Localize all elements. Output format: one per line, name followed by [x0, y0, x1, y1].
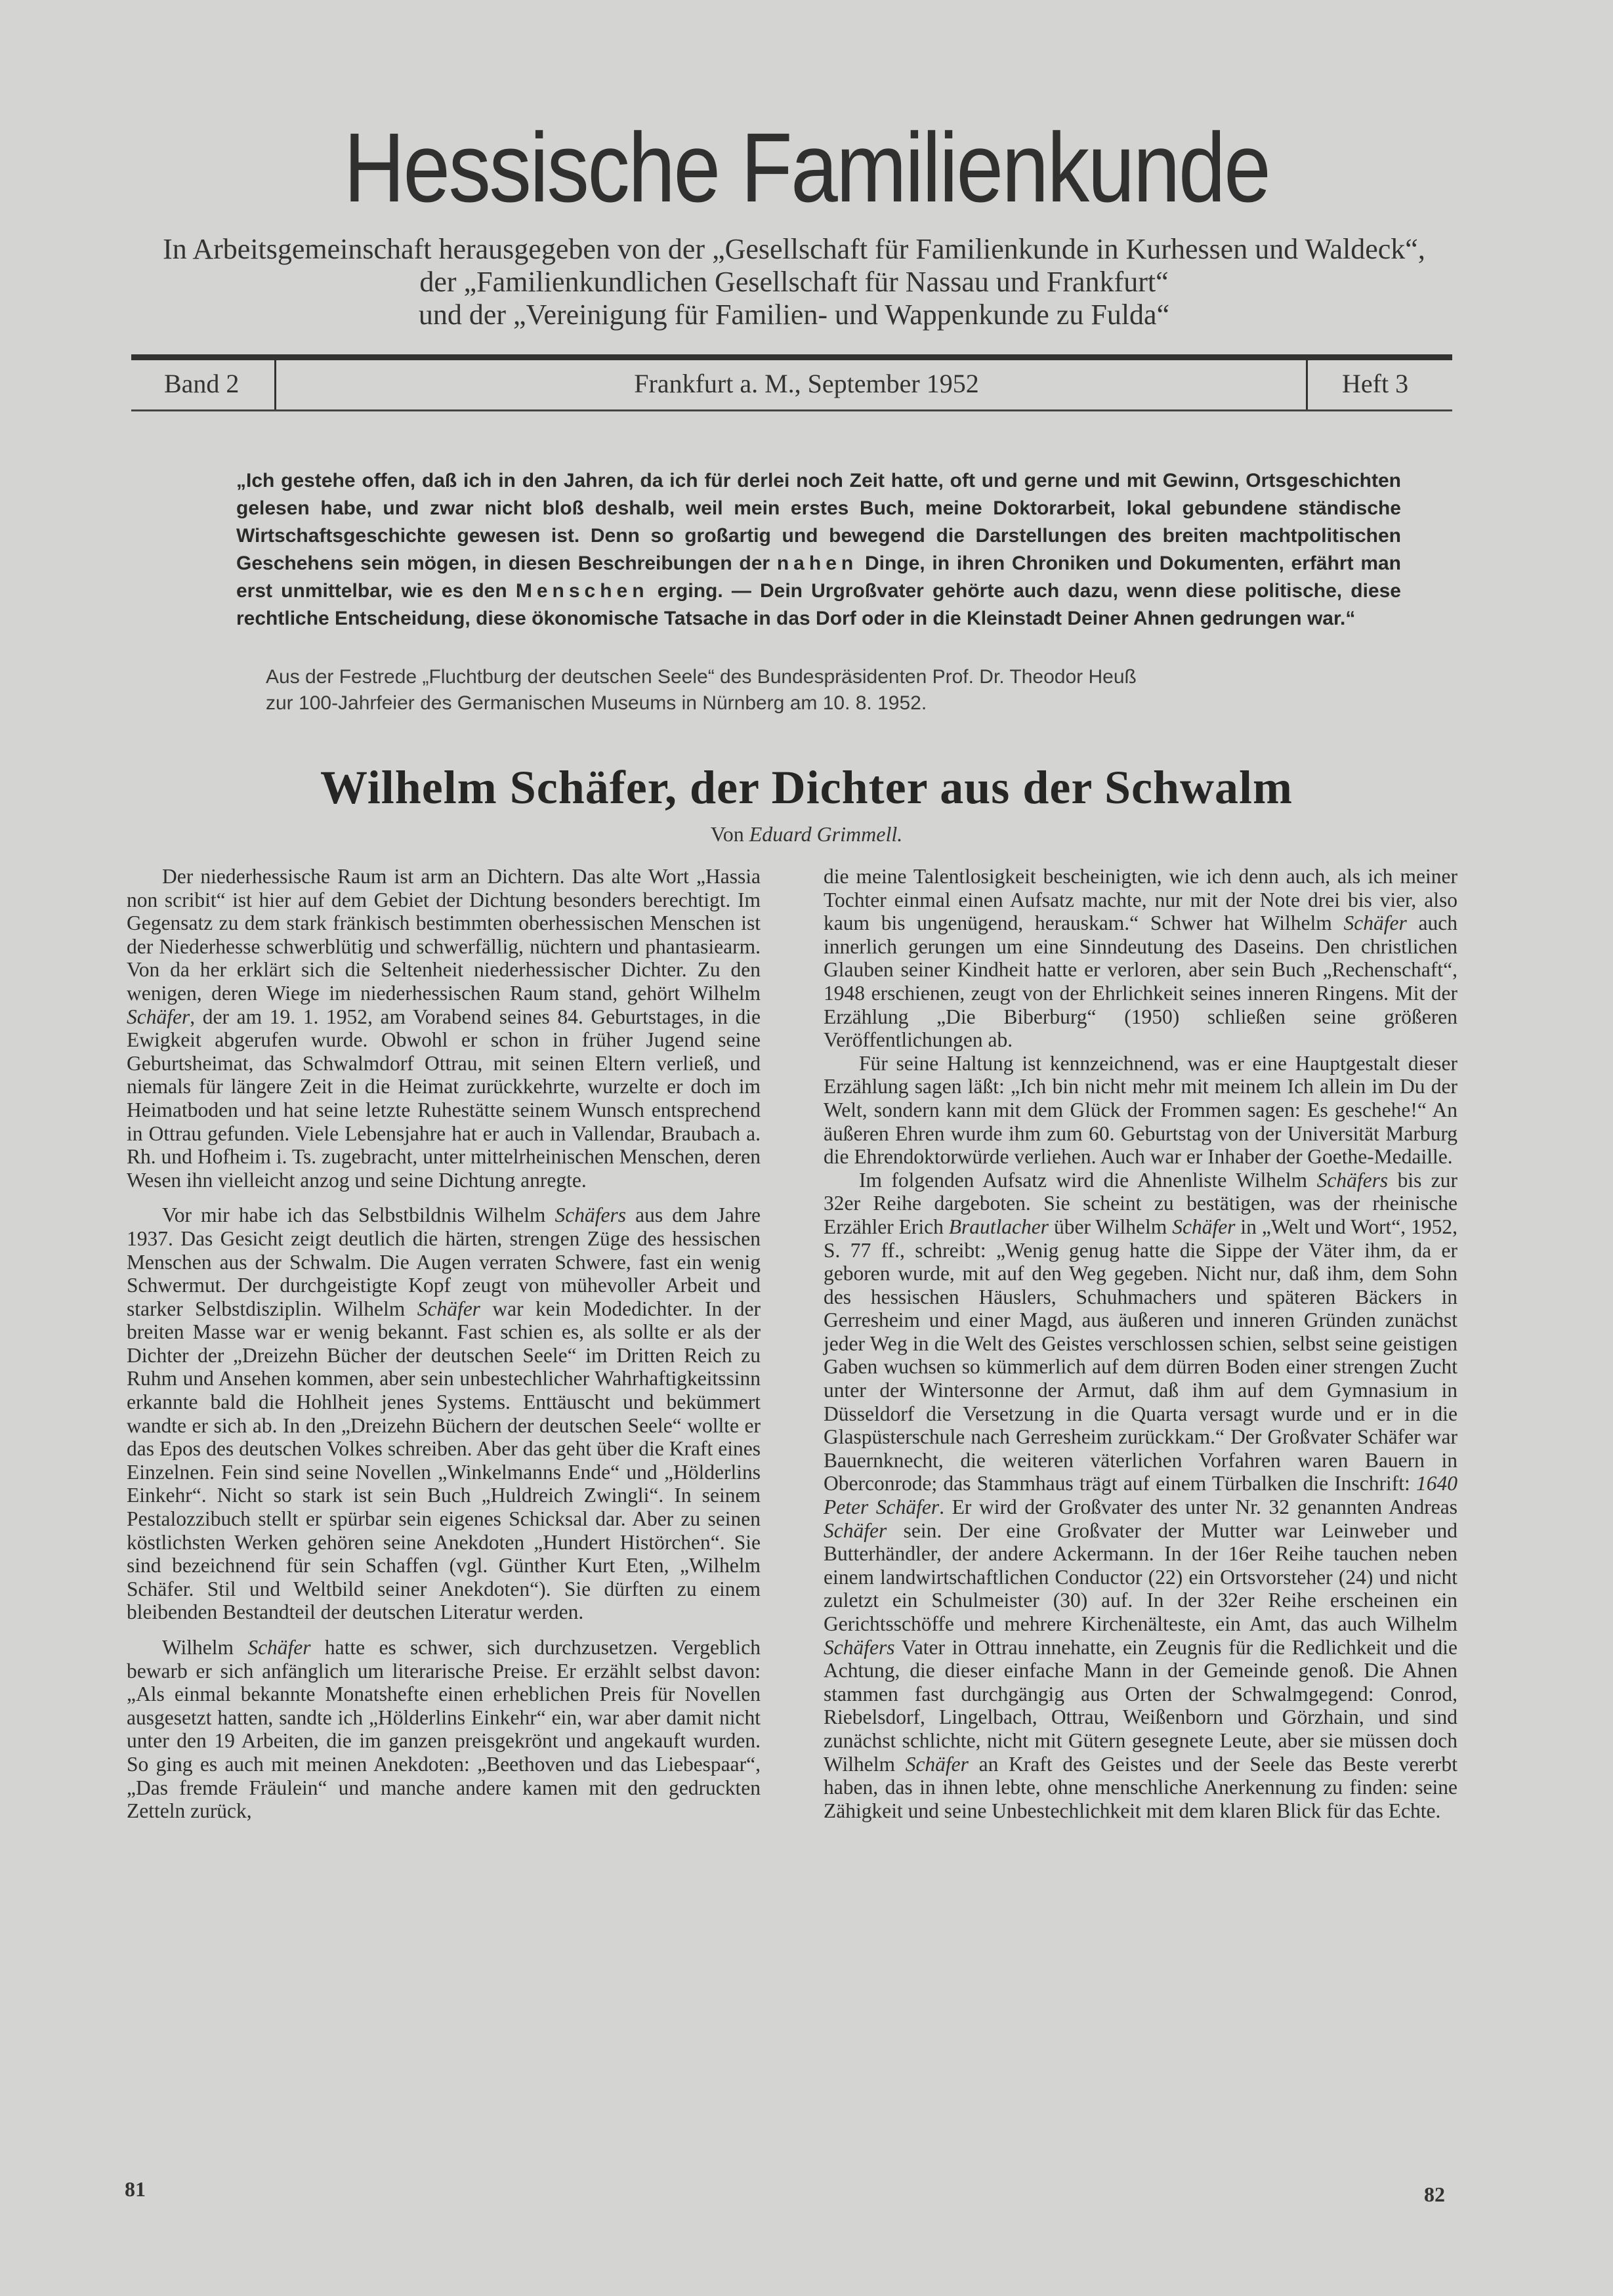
paragraph: Wilhelm Schäfer hatte es schwer, sich durchzusetzen. Vergeblich bewarb er sich anfänglich um literarische Preise. Er erzählt selbst davon: „Als einmal bekannte Monatshefte einen erheblichen Preis für Novellen ausgesetzt hatten, sandte ich „Hölderlins Einkehr“ ein, war aber damit nicht unter den 19 Arbeiten, die im ganzen preisgekrönt und angekauft wurden. So ging es auch mit meinen Anekdoten: „Beethoven und das Liebespaar“, „Das fremde Fräulein“ und manche andere kamen mit den gedruckten Zetteln zurück, — [127, 1636, 761, 1823]
page-number-left: 81 — [125, 2177, 146, 2201]
paragraph: die meine Talentlosigkeit bescheinigten, wie ich denn auch, als ich meiner Tochter einmal einen Aufsatz machte, nur mit der Note drei bis vier, also kaum bis ungenügend, herauskam.“ Schwer hat Wilhelm Schäfer auch innerlich gerungen um eine Sinndeutung des Daseins. Den christlichen Glauben seiner Kindheit hatte er verloren, aber sein Buch „Rechenschaft“, 1948 erschienen, zeugt von der Ehrlichkeit seines inneren Ringens. Mit der Erzählung „Die Biberburg“ (1950) schließen seine größeren Veröffentlichungen ab. — [824, 865, 1457, 1052]
paragraph: Für seine Haltung ist kennzeichnend, was er eine Hauptgestalt dieser Erzählung sagen läßt: „Ich bin nicht mehr mit meinem Ich allein im Du der Welt, sondern kann mit dem Glück der Frommen sagen: Es geschehe!“ An äußeren Ehren wurde ihm zum 60. Geburtstag von der Universität Marburg die Ehrendoktorwürde verliehen. Auch war er Inhaber der Goethe-Medaille. — [824, 1051, 1457, 1169]
paragraph: Vor mir habe ich das Selbstbildnis Wilhelm Schäfers aus dem Jahre 1937. Das Gesicht zeigt deutlich die härten, strengen Züge des hessischen Menschen aus der Schwalm. Die Augen verraten Schwere, fast ein wenig Schwermut. Der durchgeistigte Kopf zeugt von mühevoller Arbeit und starker Selbstdisziplin. Wilhelm Schäfer war kein Modedichter. In der breiten Masse war er wenig bekannt. Fast schien es, als sollte er als der Dichter der „Dreizehn Bücher der deutschen Seele“ im Dritten Reich zu Ruhm und Ansehen kommen, aber sein unbestechlicher Wahrhaftigkeitssinn erkannte bald die Hohlheit jenes Systems. Enttäuscht und bekümmert wandte er sich ab. In den „Dreizehn Büchern der deutschen Seele“ wollte er das Epos des deutschen Volkes schreiben. Aber das geht über die Kraft eines Einzelnen. Fein sind seine Novellen „Winkelmanns Ende“ und „Hölderlins Einkehr“. Nicht so stark ist sein Buch „Huldreich Zwingli“. In seinem Pestalozzibuch stellt er spürbar sein eigenes Schicksal dar. Aber zu seinen köstlichsten Werken gehören seine Anekdoten „Hundert Histörchen“. Sie sind bezeichnend für sein Schaffen (vgl. Günther Kurt Eten, „Wilhelm Schäfer. Stil und Weltbild seiner Anekdoten“). Sie dürften zu einem bleibenden Bestandteil der deutschen Literatur werden. — [127, 1203, 761, 1624]
epigraph-source — [266, 664, 1401, 717]
page-number-right: 82 — [1424, 2182, 1445, 2206]
article-column-left — [127, 865, 761, 1823]
author-name: Eduard Grimmell. — [749, 822, 903, 846]
article-byline: Von Eduard Grimmell. — [710, 822, 903, 846]
publisher-statement — [118, 233, 1470, 331]
epigraph-quote: „Ich gestehe offen, daß ich in den Jahren, da ich für derlei noch Zeit hatte, oft und gerne und mit Gewinn, Ortsgeschichten gelesen habe, und zwar nicht bloß deshalb, weil mein erstes Buch, meine Doktorarbeit, lokal gebundene ständische Wirtschaftsgeschichte gewesen ist. Denn so großartig und bewegend die Darstellungen des breiten machtpolitischen Geschehens sein mögen, in diesen Beschreibungen der nahen Dinge, in ihren Chroniken und Dokumenten, erfährt man erst unmittelbar, wie es den Menschen erging. — Dein Urgroßvater gehörte auch dazu, wenn diese politische, diese rechtliche Entscheidung, diese ökonomische Tatsache in das Dorf oder in die Kleinstadt Deiner Ahnen gedrungen war.“ — [236, 470, 1401, 629]
paragraph: Der niederhessische Raum ist arm an Dichtern. Das alte Wort „Hassia non scribit“ ist hier auf dem Gebiet der Dichtung besonders berechtigt. Im Gegensatz zu dem stark fränkisch bestimmten oberhessischen Menschen ist der Niederhesse schwerblütig und schwerfällig, nüchtern und phantasiearm. Von da her erklärt sich die Seltenheit niederhessischer Dichter. Zu den wenigen, deren Wiege im niederhessischen Raum stand, gehört Wilhelm Schäfer, der am 19. 1. 1952, am Vorabend seines 84. Geburtstages, in die Ewigkeit abgerufen wurde. Obwohl er schon in früher Jugend seine Geburtsheimat, das Schwalmdorf Ottrau, mit seinen Eltern verließ, und niemals für längere Zeit in die Heimat zurückkehrte, wurzelte er doch im Heimatboden und hat seine letzte Ruhestätte seinem Wunsch entsprechend in Ottrau gefunden. Viele Lebensjahre hat er auch in Vallendar, Braubach a. Rh. und Hofheim i. Ts. zugebracht, unter mittelrheinischen Menschen, deren Wesen ihn vielleicht anzog und seine Dichtung anregte. — [127, 865, 761, 1192]
article-title: Wilhelm Schäfer, der Dichter aus der Schwalm — [320, 761, 1293, 814]
place-date-label: Frankfurt a. M., September 1952 — [634, 369, 979, 398]
publisher-line-3: und der „Vereinigung für Familien- und Wappenkunde zu Fulda“ — [418, 299, 1170, 331]
journal-title: Hessische Familienkunde — [343, 112, 1270, 222]
volume-label: Band 2 — [164, 369, 240, 398]
publisher-line-1: In Arbeitsgemeinschaft herausgegeben von der „Gesellschaft für Familienkunde in Kurhessen und Waldeck“, — [163, 233, 1425, 265]
issue-label: Heft 3 — [1342, 369, 1409, 398]
masthead-thick-rule — [131, 354, 1452, 360]
epigraph-source-line-1: Aus der Festrede „Fluchtburg der deutschen Seele“ des Bundespräsidenten Prof. Dr. Theodor Heuß — [266, 666, 1137, 688]
masthead-thin-rule — [131, 409, 1452, 411]
article-column-right — [824, 865, 1457, 1822]
publisher-line-2: der „Familienkundlichen Gesellschaft für Nassau und Frankfurt“ — [419, 266, 1169, 298]
paragraph: Im folgenden Aufsatz wird die Ahnenliste Wilhelm Schäfers bis zur 32er Reihe dargeboten. Sie scheint zu bestätigen, was der rheinische Erzähler Erich Brautlacher über Wilhelm Schäfer in „Welt und Wort“, 1952, S. 77 ff., schreibt: „Wenig genug hatte die Sippe der Väter ihm, da er geboren wurde, mit auf den Weg gegeben. Nicht nur, daß ihm, dem Sohn des hessischen Häuslers, Schuhmachers und späteren Bäckers in Gerresheim und einer Magd, aus äußeren und inneren Gründen zunächst jeder Weg in die Welt des Geistes verschlossen schien, selbst seine geistigen Gaben wuchsen so kümmerlich auf dem dürren Boden einer strengen Zucht unter der Wintersonne der Armut, daß ihm auf dem Gymnasium in Düsseldorf die Versetzung in die Quarta versagt wurde und er in die Glaspüsterschule nach Gerresheim zurückkam.“ Der Großvater Schäfer war Bauernknecht, die weiteren väterlichen Vorfahren waren Bauern in Oberconrode; das Stammhaus trägt auf einem Türbalken die Inschrift: 1640 Peter Schäfer. Er wird der Großvater des unter Nr. 32 genannten Andreas Schäfer sein. Der eine Großvater der Mutter war Leinweber und Butterhändler, der andere Ackermann. In der 16er Reihe tauchen neben einem landwirtschaftlichen Conductor (22) ein Ortsvorsteher (24) und nicht zuletzt ein Schulmeister (30) auf. In der 32er Reihe erscheinen ein Gerichtsschöffe und mehrere Kirchenälteste, ein Amt, das auch Wilhelm Schäfers Vater in Ottrau innehatte, ein Zeugnis für die Redlichkeit und die Achtung, die dieser einfache Mann in der Gemeinde genoß. Die Ahnen stammen fast durchgängig aus Orten der Schwalmgegend: Conrod, Riebelsdorf, Lingelbach, Ottrau, Weißenborn und Görzhain, und sind zunächst schlichte, nicht mit Gütern gesegnete Leute, aber sie müssen doch Wilhelm Schäfer an Kraft des Geistes und der Seele das Beste vererbt haben, das in ihnen lebte, ohne menschliche Anerkennung zu finden: seine Zähigkeit und seine Unbestechlichkeit mit dem klaren Blick für das Echte. — [824, 1168, 1458, 1822]
epigraph-source-line-2: zur 100-Jahrfeier des Germanischen Museums in Nürnberg am 10. 8. 1952. — [266, 692, 927, 714]
